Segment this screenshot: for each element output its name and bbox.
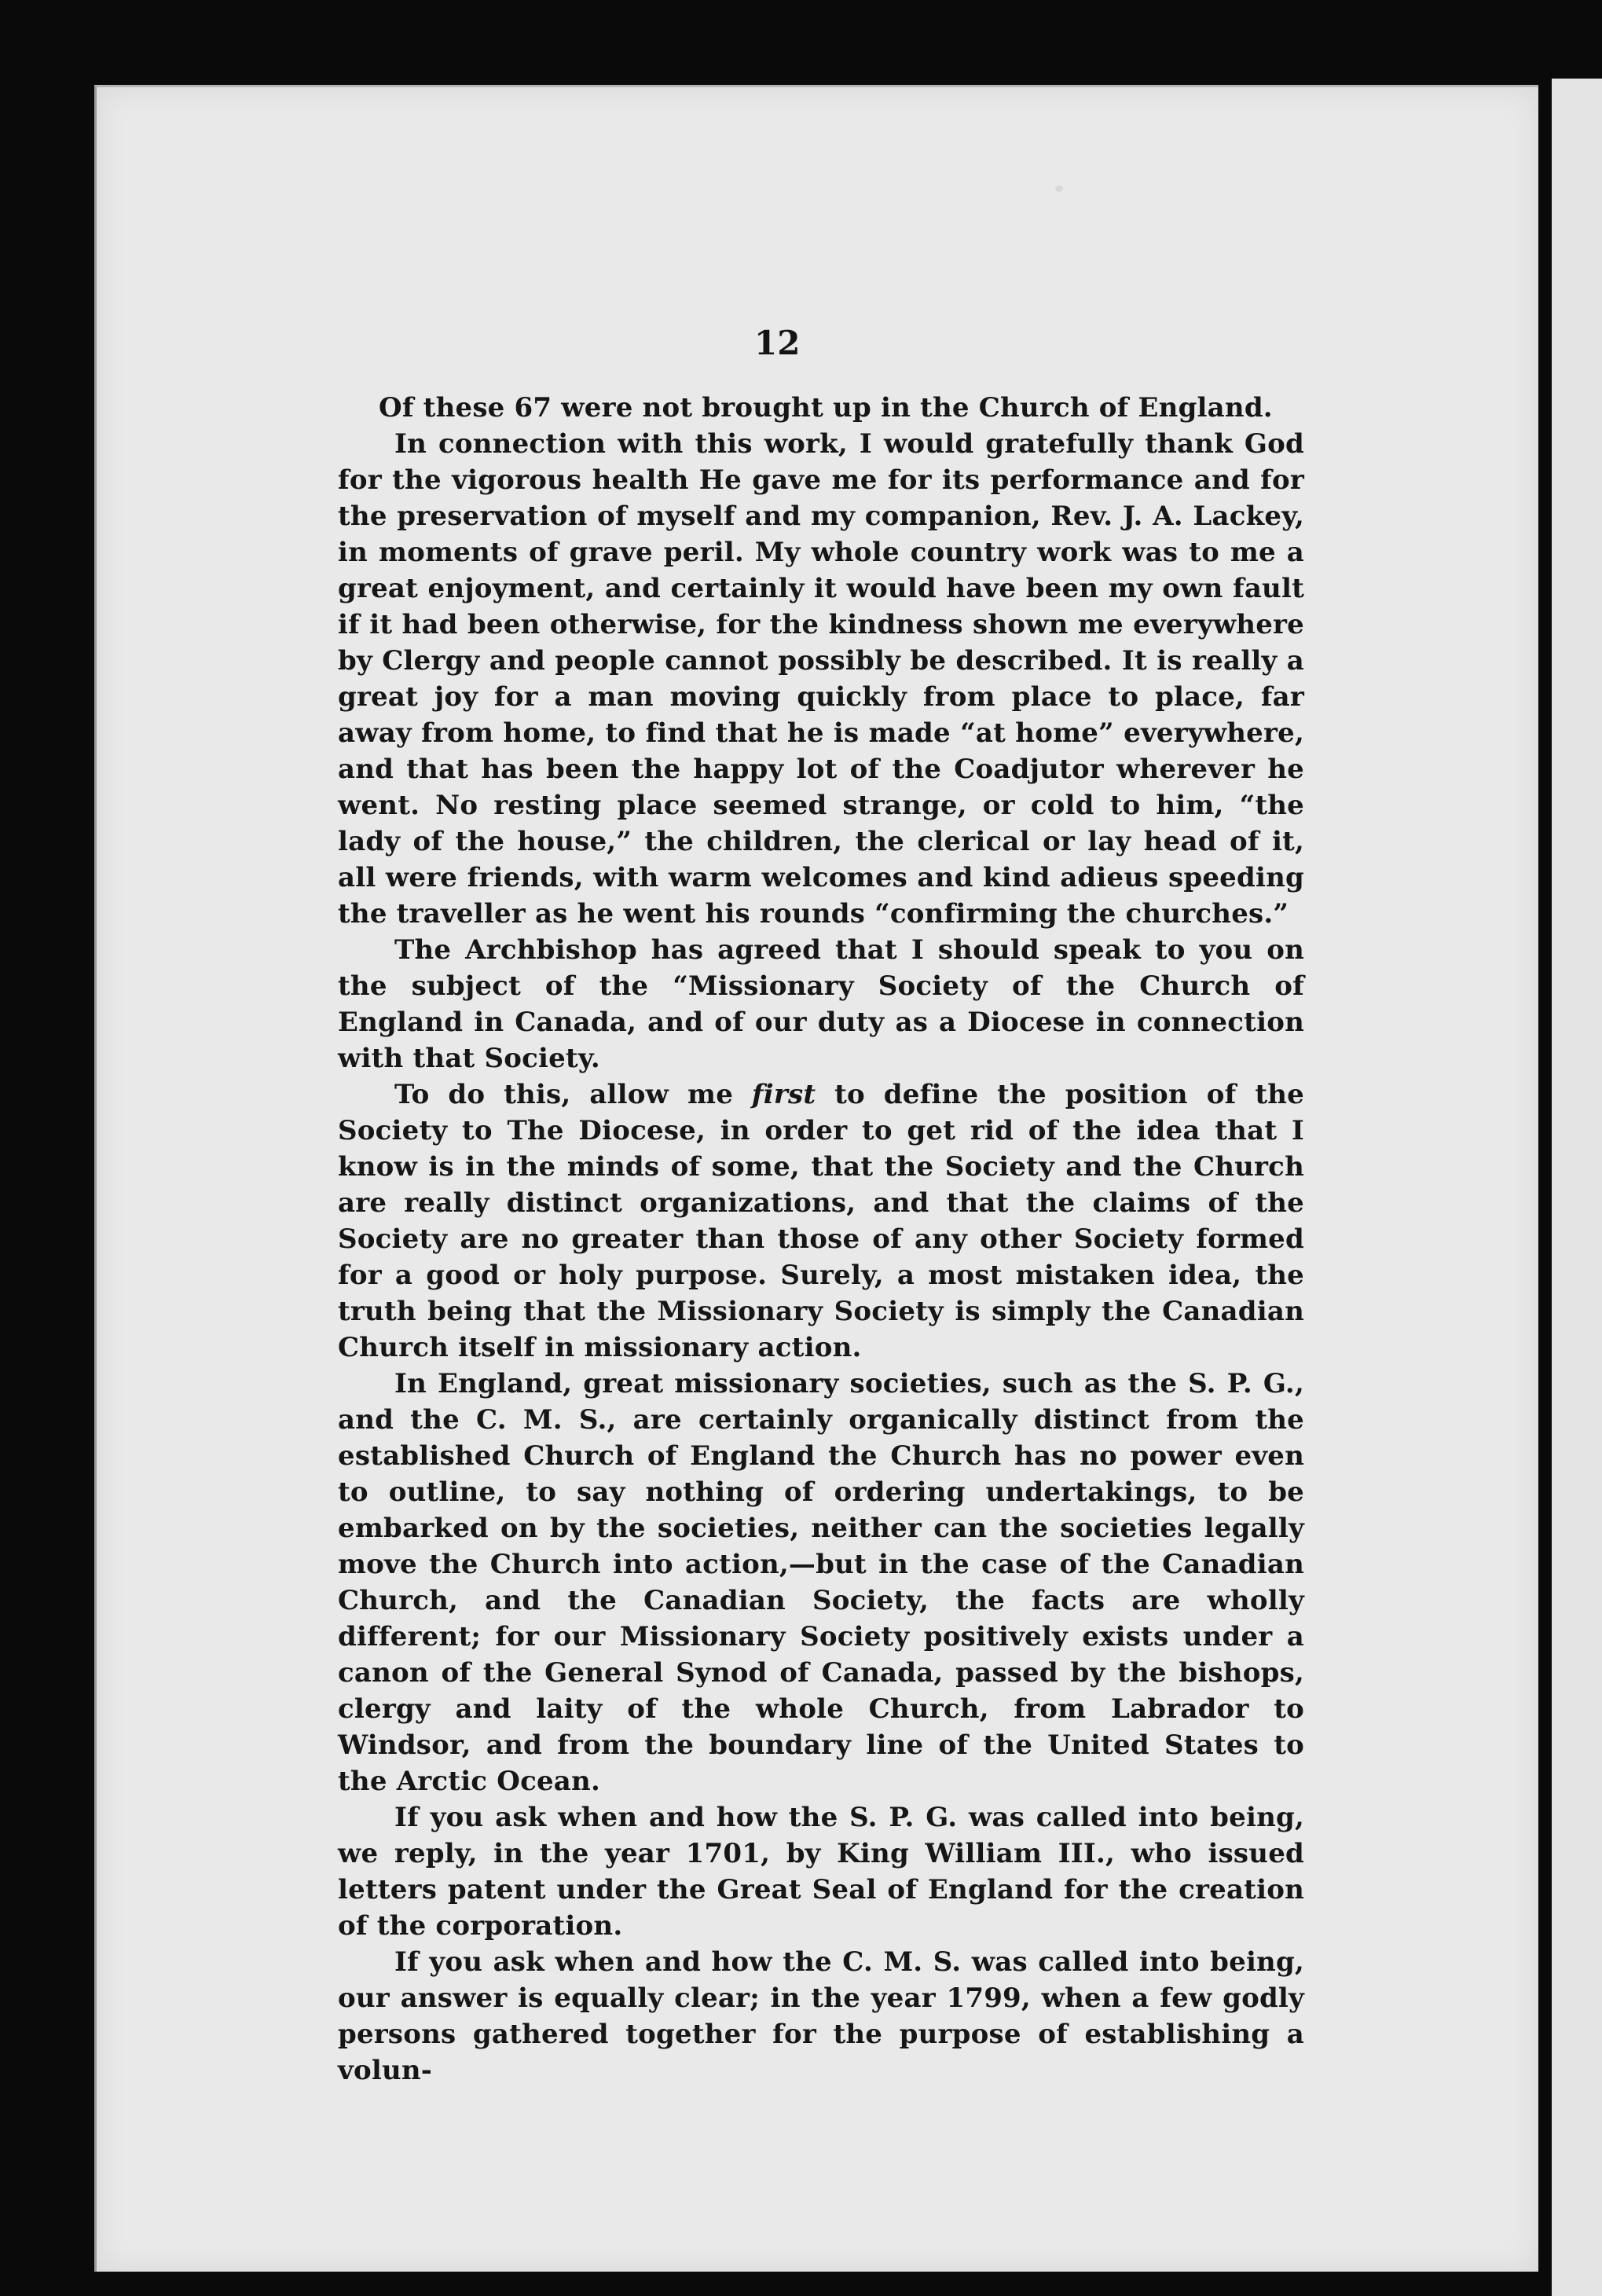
paragraph-3: The Archbishop has agreed that I should speak to you on the subject of the “Missionary Society of the Church of England in Canada, and of our duty as a Diocese in connection with that Society.: [338, 934, 1304, 1074]
paragraph-4-prefix: To do this, allow me: [394, 1079, 752, 1110]
paragraph-4-rest: The Diocese, in order to get rid of the idea that I know is in the minds of some, that the Society and the Church are really distinct organizations, and that the claims of the Society are no greater than those of any other Society formed for a good or holy purpose. Surely, a most mistaken idea, the truth being that the Missionary Society is simply the Canadian Church itself in missionary action.: [338, 1115, 1305, 1363]
paragraph-1: Of these 67 were not brought up in the Church of England.: [379, 392, 1273, 424]
paragraph-6: If you ask when and how the S. P. G. was called into being, we reply, in the year 1701, by King William III., who issued letters patent under the Great Seal of England for the creation of the corporation.: [338, 1802, 1304, 1942]
paragraph-4-emphasis: first: [751, 1079, 816, 1110]
paragraph-4: [338, 1076, 1304, 1366]
paragraph-4-middle: to define the position of the Society to: [338, 1079, 1304, 1146]
paragraph-2: In connection with this work, I would gratefully thank God for the vigorous health He gave me for its performance and for the preservation of myself and my companion, Rev. J. A. Lackey, in moments of grave peril. My whole country work was to me a great enjoyment, and certainly it would have been my own fault if it had been otherwise, for the kindness shown me everywhere by Clergy and people cannot possibly be described. It is really a great joy for a man moving quickly from place to place, far away from home, to find that he is made “at home” everywhere, and that has been the happy lot of the Coadjutor wherever he went. No resting place seemed strange, or cold to him, “the lady of the house,” the children, the clerical or lay head of it, all were friends, with warm welcomes and kind adieus speeding the traveller as he went his rounds “confirming the churches.”: [338, 428, 1304, 930]
page-speck: [1055, 185, 1063, 192]
page-number: 12: [754, 324, 801, 362]
body-text: [338, 390, 1304, 2089]
adjacent-page-edge: [1552, 79, 1602, 2296]
paragraph-5: In England, great missionary societies, such as the S. P. G., and the C. M. S., are certainly organically distinct from the established Church of England the Church has no power even to outline, to say nothing of ordering undertakings, to be embarked on by the societies, neither can the societies legally move the Church into action,—but in the case of the Canadian Church, and the Canadian Society, the facts are wholly different; for our Missionary Society positively exists under a canon of the General Synod of Canada, passed by the bishops, clergy and laity of the whole Church, from Labrador to Windsor, and from the boundary line of the United States to the Arctic Ocean.: [338, 1368, 1304, 1797]
paragraph-7: If you ask when and how the C. M. S. was called into being, our answer is equally clear; in the year 1799, when a few godly persons gathered together for the purpose of establishing a volun-: [338, 1946, 1304, 2086]
